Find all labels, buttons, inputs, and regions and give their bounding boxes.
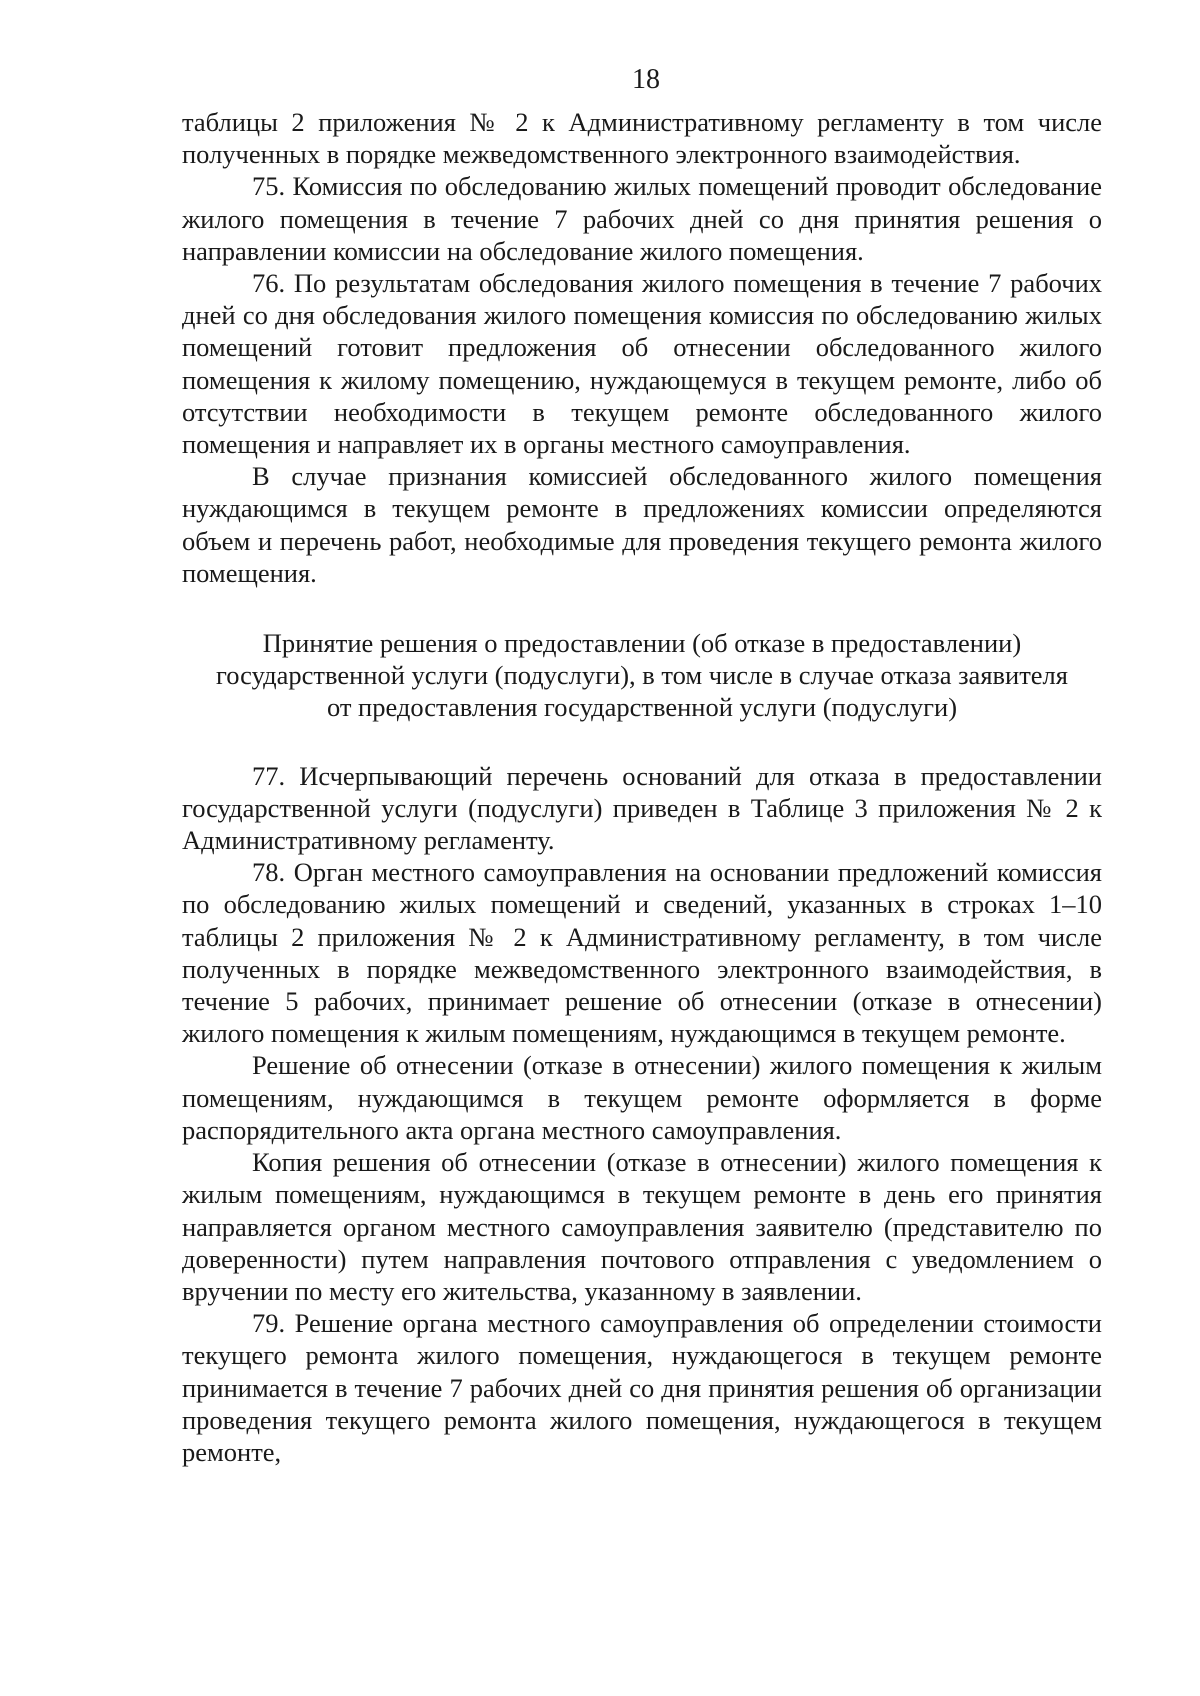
paragraph-75: 75. Комиссия по обследованию жилых помещений проводит обследование жилого помещения в течение 7 рабочих дней со дня принятия решения о направлении комиссии на обследование жилого помещения.: [182, 171, 1102, 266]
section-heading: [182, 627, 1102, 724]
document-body: [182, 106, 1102, 1468]
paragraph-76-recognition: В случае признания комиссией обследованного жилого помещения нуждающимся в текущем ремонте в предложениях комиссии определяются объем и перечень работ, необходимые для проведения текущего ремонта жилого помещения.: [182, 461, 1102, 588]
paragraph-78-copy: Копия решения об отнесении (отказе в отнесении) жилого помещения к жилым помещениям, нуждающимся в текущем ремонте в день его принятия направляется органом местного самоуправления заявителю (представителю по доверенности) путем направления почтового отправления с уведомлением о вручении по месту его жительства, указанному в заявлении.: [182, 1147, 1102, 1306]
section-heading-line: Принятие решения о предоставлении (об отказе в предоставлении): [262, 628, 1022, 659]
paragraph-77: 77. Исчерпывающий перечень оснований для отказа в предоставлении государственной услуги (подуслуги) приведен в Таблице 3 приложения № 2 к Административному регламенту.: [182, 760, 1102, 856]
paragraph-76: 76. По результатам обследования жилого помещения в течение 7 рабочих дней со дня обследования жилого помещения комиссия по обследованию жилых помещений готовит предложения об отнесении обследованного жилого помещения к жилому помещению, нуждающемуся в текущем ремонте, либо об отсутствии необходимости в текущем ремонте обследованного жилого помещения и направляет их в органы местного самоуправления.: [182, 268, 1102, 460]
paragraph-78: 78. Орган местного самоуправления на основании предложений комиссия по обследованию жилых помещений и сведений, указанных в строках 1–10 таблицы 2 приложения № 2 к Административному регламенту, в том числе полученных в порядке межведомственного электронного взаимодействия, в течение 5 рабочих, принимает решение об отнесении (отказе в отнесении) жилого помещения к жилым помещениям, нуждающимся в текущем ремонте.: [182, 857, 1102, 1049]
paragraph-78-decision: Решение об отнесении (отказе в отнесении) жилого помещения к жилым помещениям, нуждающимся в текущем ремонте оформляется в форме распорядительного акта органа местного самоуправления.: [182, 1050, 1102, 1145]
paragraph-79: 79. Решение органа местного самоуправления об определении стоимости текущего ремонта жилого помещения, нуждающегося в текущем ремонте принимается в течение 7 рабочих дней со дня принятия решения об организации проведения текущего ремонта жилого помещения, нуждающегося в текущем ремонте,: [182, 1308, 1102, 1467]
section-heading-line: от предоставления государственной услуги (подуслуги): [326, 692, 958, 723]
section-heading-line: государственной услуги (подуслуги), в том числе в случае отказа заявителя: [216, 660, 1068, 691]
page-number: 18: [632, 64, 660, 95]
paragraph-continuation: таблицы 2 приложения № 2 к Административному регламенту в том числе полученных в порядке межведомственного электронного взаимодействия.: [182, 107, 1102, 170]
